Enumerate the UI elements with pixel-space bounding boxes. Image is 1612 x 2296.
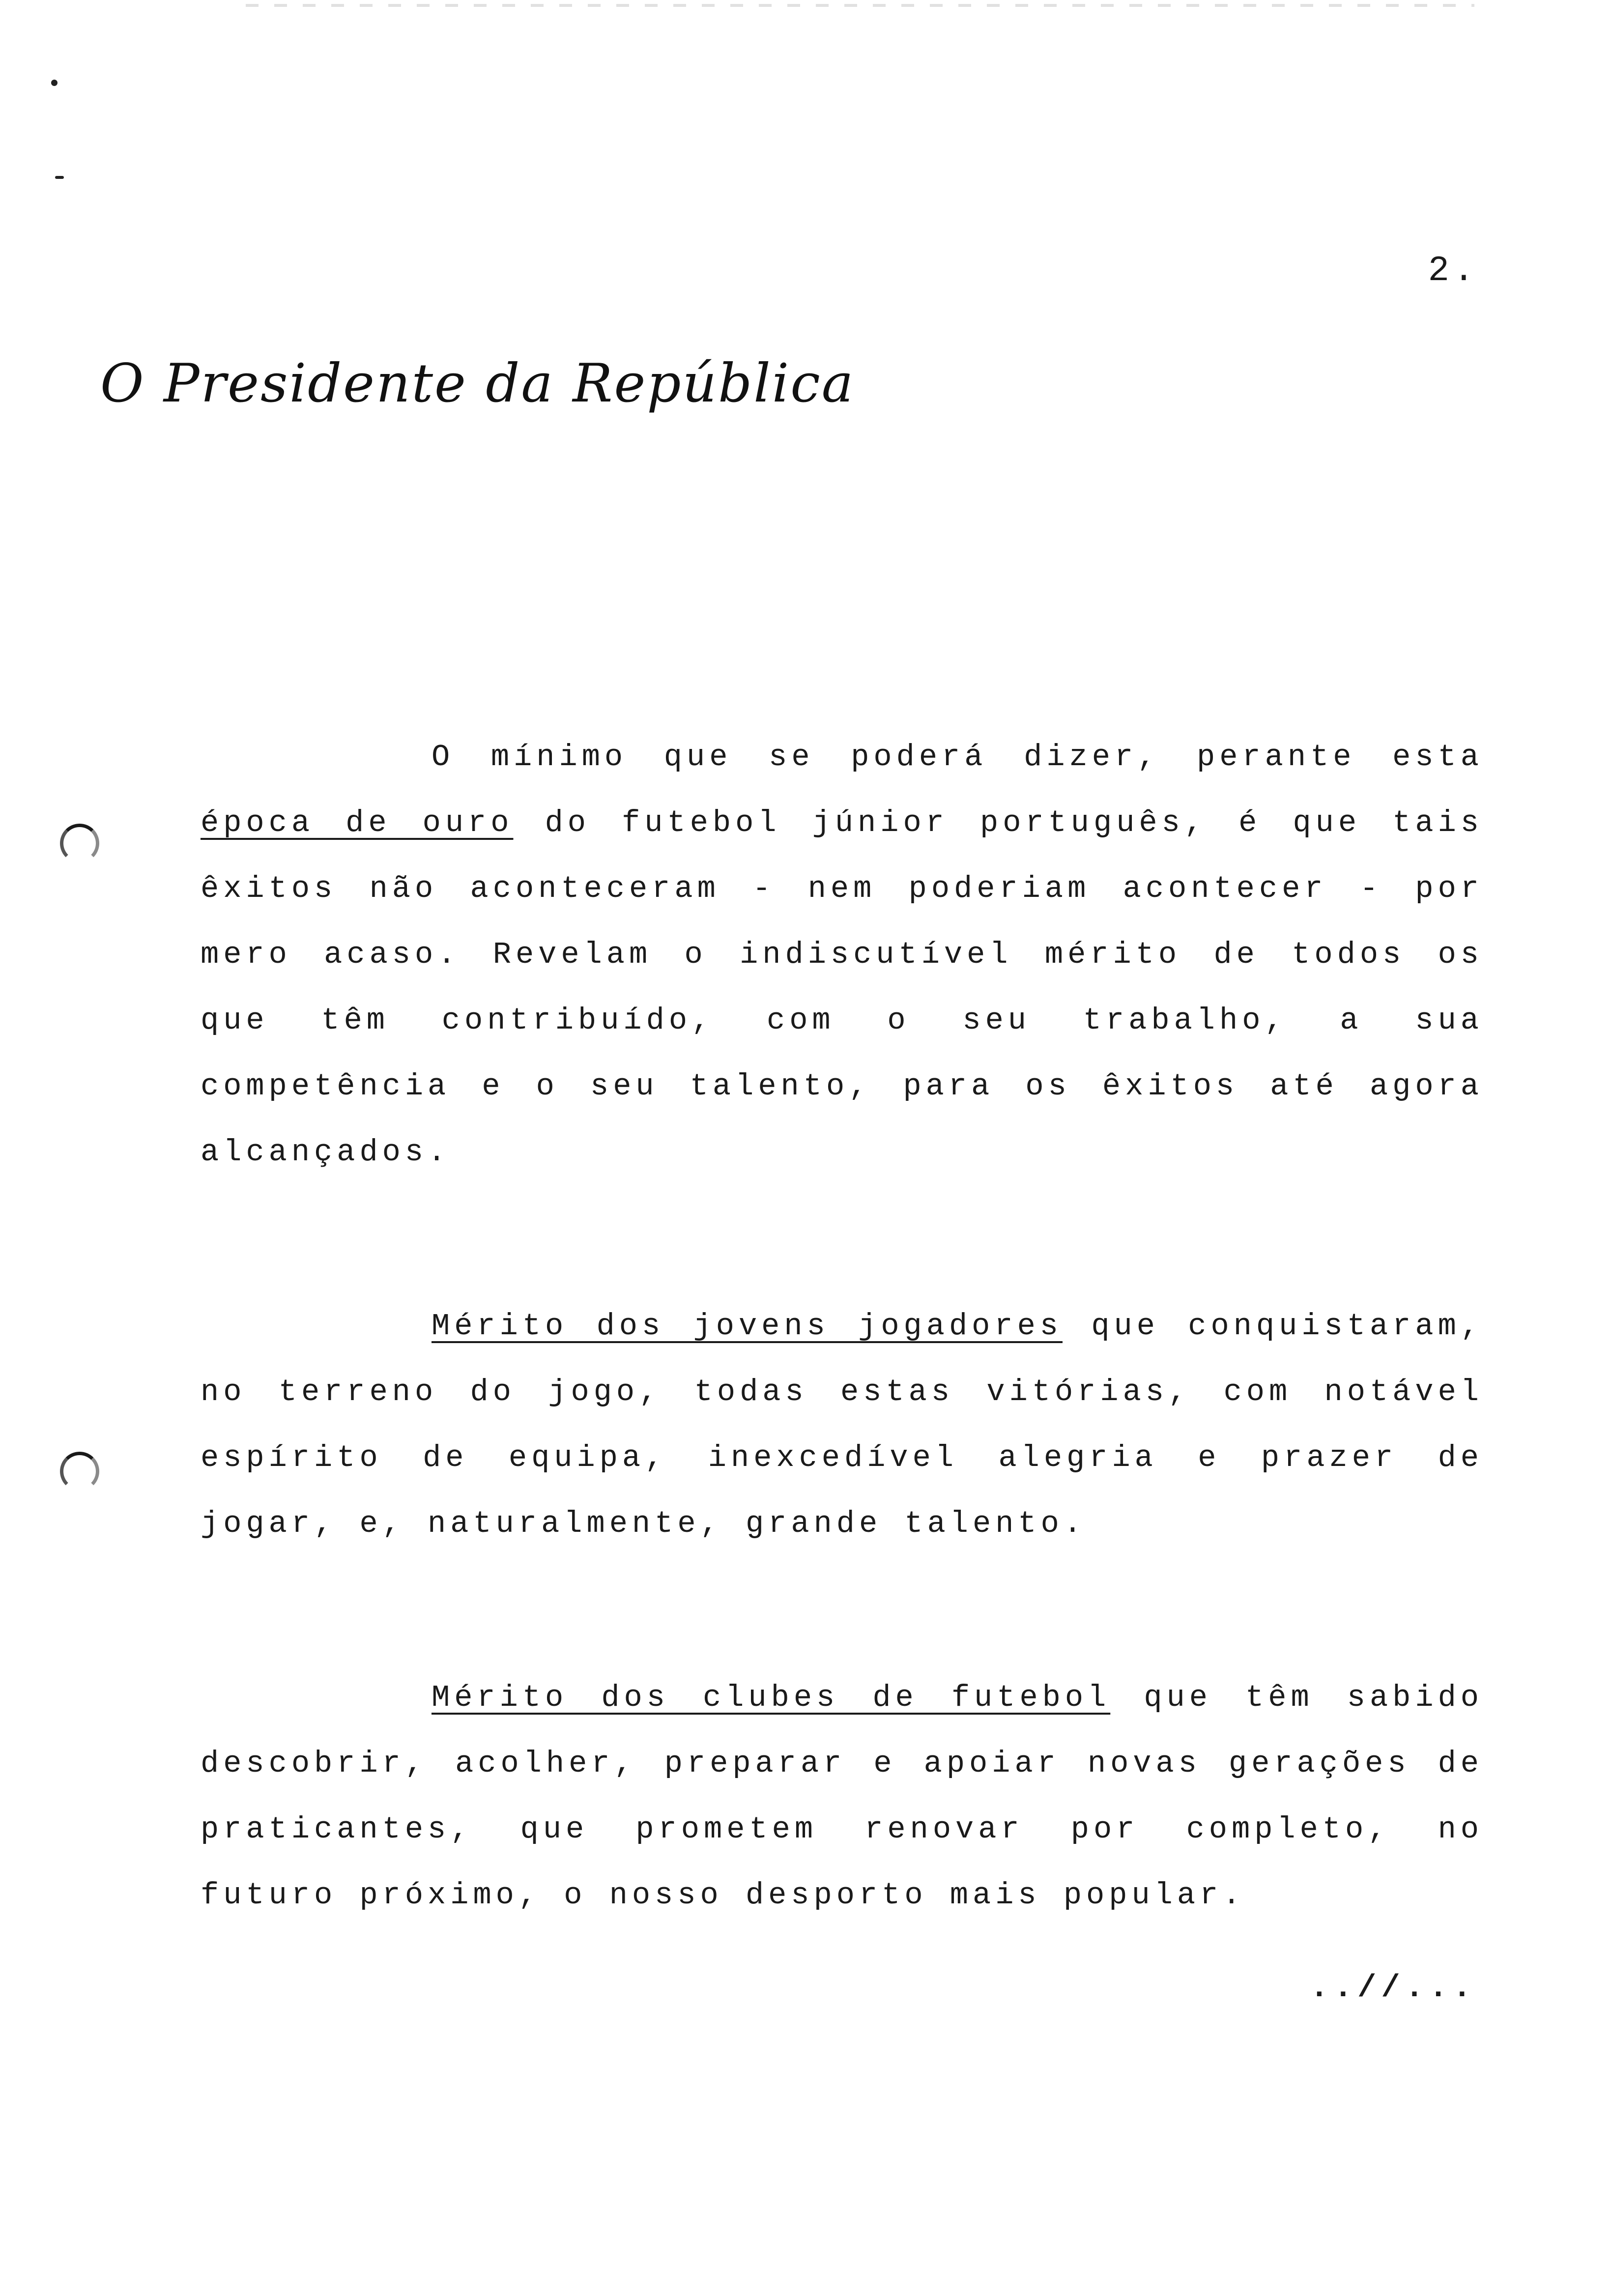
paragraph (201, 1293, 1483, 1557)
underlined-phrase: época de ouro (201, 805, 514, 840)
paragraph-text: O mínimo que se poderá dizer, perante esta (432, 740, 1483, 775)
scan-speck (51, 80, 58, 86)
letterhead: O Presidente da República (100, 353, 855, 414)
scan-speck (55, 176, 64, 179)
paragraph-text: que têm sabido descobrir, acolher, preparar e apoiar novas gerações de praticantes, que prometem renovar por completo, no futuro próximo, o nosso desporto mais popular. (201, 1680, 1483, 1913)
paragraph-text: que conquistaram, no terreno do jogo, todas estas vitórias, com notável espírito de equipa, inexcedível alegria e prazer de jogar, e, naturalmente, grande talento. (201, 1309, 1483, 1541)
underlined-phrase: Mérito dos jovens jogadores (432, 1309, 1063, 1344)
paragraph-text: do futebol júnior português, é que tais êxitos não aconteceram - nem poderiam acontecer - por mero acaso. Revelam o indiscutível mérito de todos os que têm contribuído, com o seu trabalho, a sua competência e o seu talento, para os êxitos até agora alcançados. (201, 805, 1483, 1170)
underlined-phrase: Mérito dos clubes de futebol (432, 1680, 1111, 1715)
punch-hole-mark (60, 1452, 99, 1491)
paragraph (201, 1665, 1483, 1928)
punch-hole-mark (60, 824, 99, 863)
page-number: 2. (1428, 251, 1478, 291)
scan-artifact (246, 4, 1474, 7)
continuation-mark: ..//... (1310, 1971, 1476, 2006)
document-body (201, 724, 1483, 2037)
paragraph (201, 724, 1483, 1185)
